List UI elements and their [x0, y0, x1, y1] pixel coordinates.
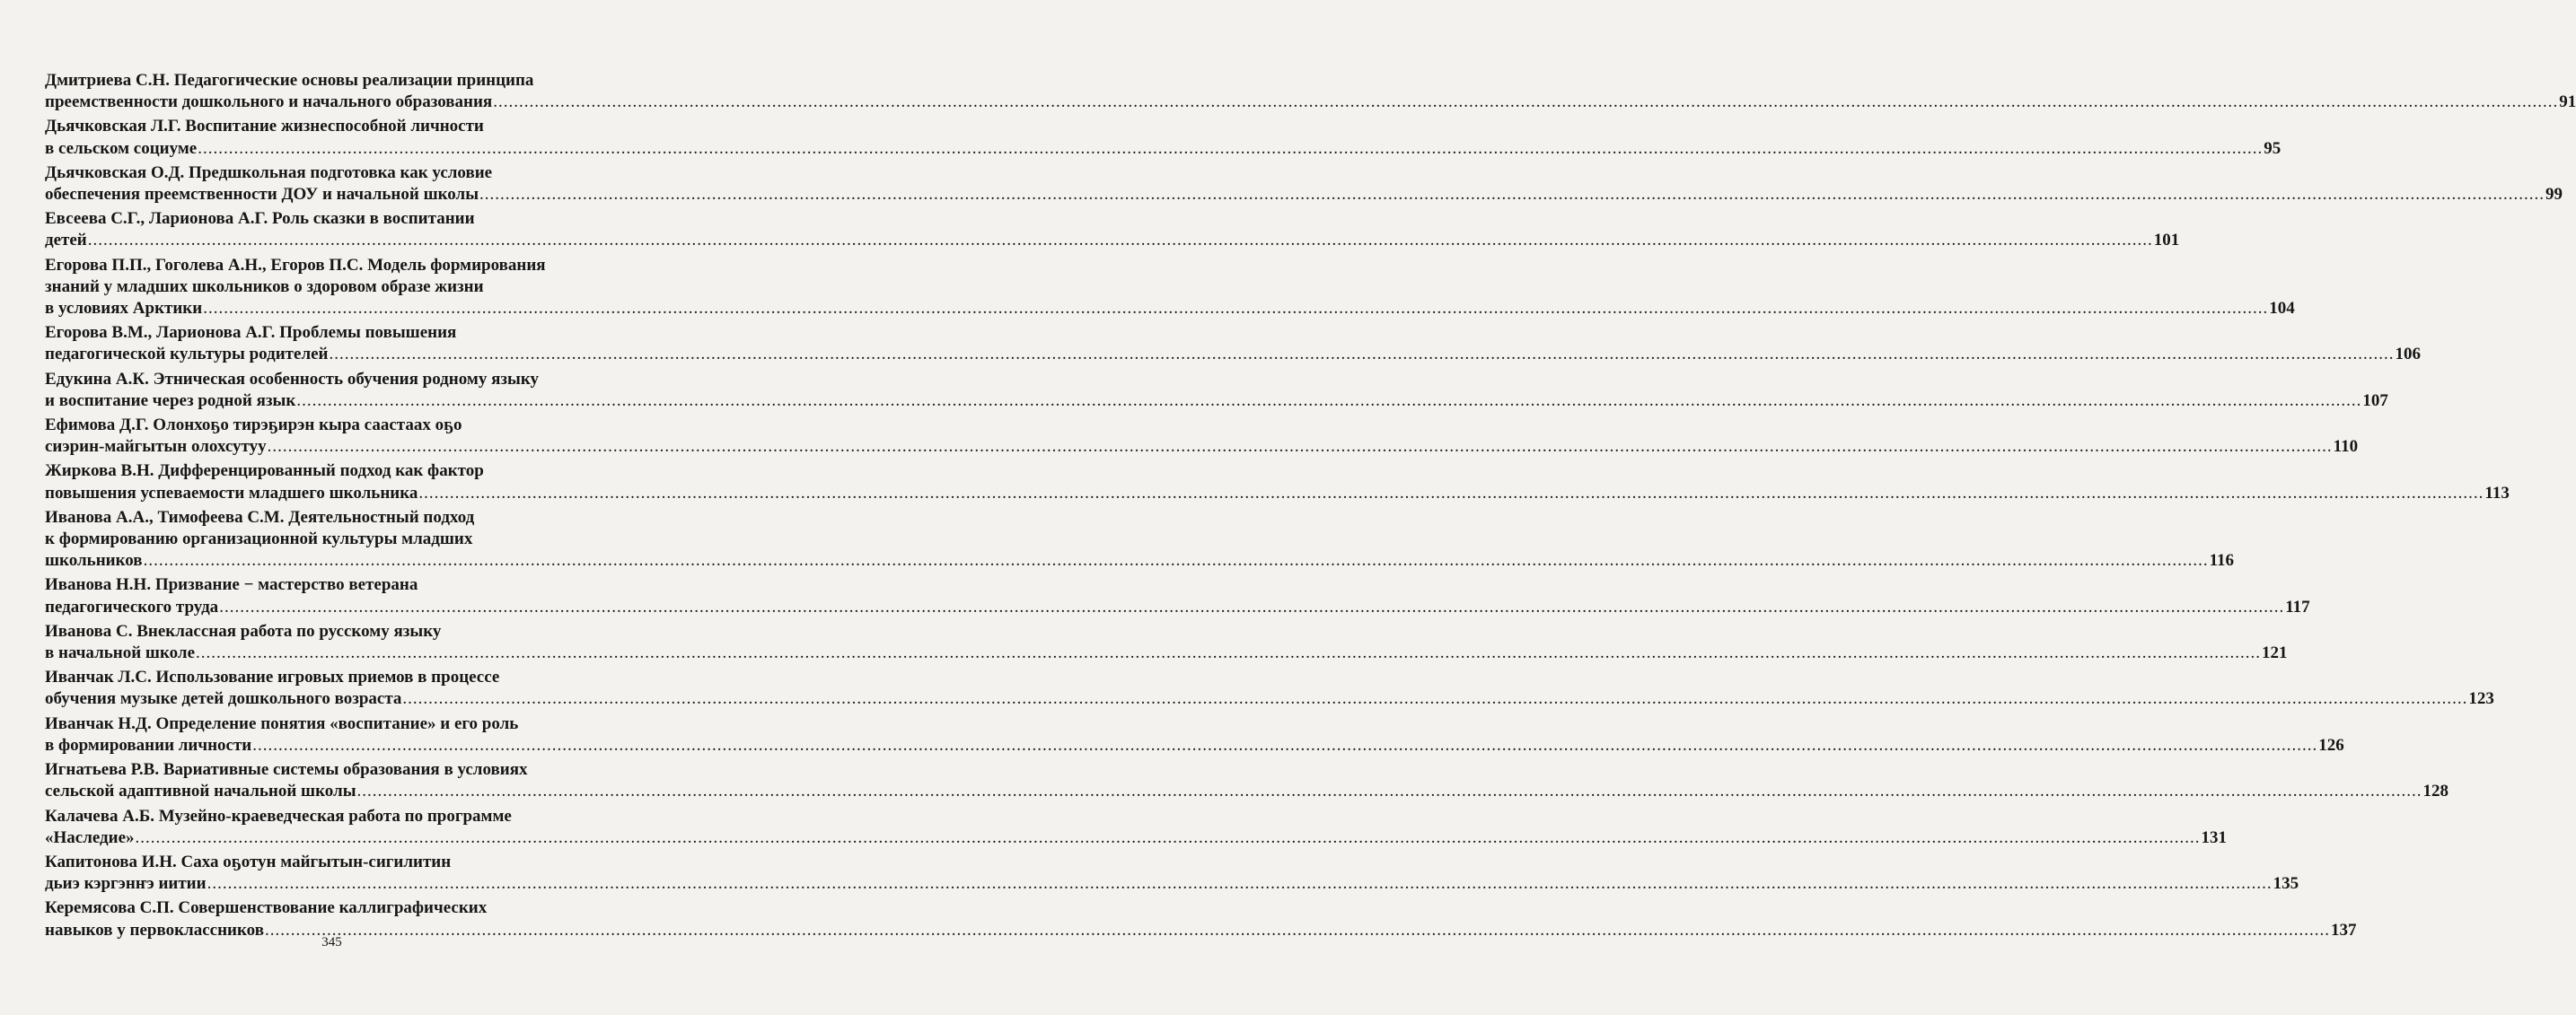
toc-entry-text: детей: [45, 231, 87, 250]
toc-entry-text: в формировании личности: [45, 735, 252, 755]
toc-page-number: 128: [2422, 782, 2449, 801]
toc-entry-line: Иванова А.А., Тимофеева С.М. Деятельностный подход: [45, 507, 475, 527]
toc-entry-line: Ефимова Д.Г. Олонхоҕо тирэҕирэн кыра саастаах оҕо: [45, 416, 462, 435]
toc-entry-last-line: [45, 298, 2295, 319]
toc-entry: [45, 162, 2563, 206]
toc-entry-text: в начальной школе: [45, 643, 196, 663]
toc-page-number: 113: [2484, 483, 2510, 503]
toc-entry-last-line: [45, 138, 2281, 160]
toc-page-number: 101: [2153, 231, 2180, 250]
dot-leader: ................................................................................................................................................................................................................................................................................................................................................................................................................: [252, 735, 2318, 755]
toc-entry: [45, 208, 2180, 251]
toc-entry-text: сельской адаптивной начальной школы: [45, 782, 356, 801]
toc-entry: [45, 116, 2281, 159]
toc-entry-last-line: [45, 92, 2576, 113]
toc-entry-line: Едукина А.К. Этническая особенность обучения родному языку: [45, 369, 539, 389]
toc-entry: [45, 460, 2510, 503]
dot-leader: ................................................................................................................................................................................................................................................................................................................................................................................................................: [198, 138, 2264, 158]
toc-entry: [45, 369, 2388, 412]
toc-page-number: 95: [2264, 138, 2281, 158]
dot-leader: ................................................................................................................................................................................................................................................................................................................................................................................................................: [267, 437, 2333, 457]
toc-entry-last-line: [45, 344, 2421, 365]
toc-page-number: 99: [2545, 185, 2563, 205]
dot-leader: ................................................................................................................................................................................................................................................................................................................................................................................................................: [493, 92, 2559, 112]
toc-entry-line: Иванчак Л.С. Использование игровых приемов в процессе: [45, 668, 500, 687]
toc-page-number: 106: [2395, 345, 2421, 364]
toc-entry-text: педагогического труда: [45, 597, 219, 617]
dot-leader: ................................................................................................................................................................................................................................................................................................................................................................................................................: [207, 874, 2273, 894]
toc-entry-last-line: [45, 230, 2180, 251]
dot-leader: ................................................................................................................................................................................................................................................................................................................................................................................................................: [402, 689, 2468, 709]
toc-entry-text: сиэрин-майгытын олохсутуу: [45, 437, 267, 457]
toc-entry-last-line: [45, 643, 2288, 664]
dot-leader: ................................................................................................................................................................................................................................................................................................................................................................................................................: [296, 390, 2362, 410]
toc-entry-text: «Наследие»: [45, 827, 135, 847]
toc-page-number: 110: [2333, 437, 2359, 457]
toc-entry-last-line: [45, 827, 2228, 849]
table-of-contents: [45, 70, 2576, 944]
toc-entry-last-line: [45, 781, 2449, 802]
toc-entry-line: Дмитриева С.Н. Педагогические основы реализации принципа: [45, 71, 534, 90]
dot-leader: ................................................................................................................................................................................................................................................................................................................................................................................................................: [87, 231, 2153, 250]
toc-entry-last-line: [45, 688, 2494, 710]
toc-entry-line: к формированию организационной культуры младших: [45, 529, 473, 549]
toc-entry-line: Иванова Н.Н. Призвание − мастерство ветерана: [45, 575, 418, 595]
toc-entry: [45, 322, 2421, 365]
toc-entry-line: Дьячковская Л.Г. Воспитание жизнеспособной личности: [45, 117, 484, 136]
dot-leader: ................................................................................................................................................................................................................................................................................................................................................................................................................: [196, 643, 2262, 663]
dot-leader: ................................................................................................................................................................................................................................................................................................................................................................................................................: [264, 920, 2330, 940]
toc-page-number: 126: [2318, 735, 2344, 755]
toc-entry-text: навыков у первоклассников: [45, 920, 264, 940]
toc-entry: [45, 759, 2449, 802]
page-number: 345: [321, 935, 342, 949]
toc-entry-line: Евсеева С.Г., Ларионова А.Г. Роль сказки в воспитании: [45, 209, 475, 229]
toc-page-number: 116: [2209, 551, 2235, 571]
toc-page-number: 123: [2468, 689, 2494, 709]
toc-entry-line: Егорова П.П., Гоголева А.Н., Егоров П.С. Модель формирования: [45, 255, 546, 275]
toc-entry-text: повышения успеваемости младшего школьника: [45, 483, 418, 503]
toc-entry-text: педагогической культуры родителей: [45, 345, 329, 364]
toc-entry-line: Керемясова С.П. Совершенствование каллиграфических: [45, 898, 488, 918]
toc-page-number: 91: [2559, 92, 2576, 112]
dot-leader: ................................................................................................................................................................................................................................................................................................................................................................................................................: [418, 483, 2484, 503]
toc-entry-line: Жиркова В.Н. Дифференцированный подход как фактор: [45, 461, 484, 481]
toc-entry-text: обучения музыке детей дошкольного возраста: [45, 689, 402, 709]
toc-entry: [45, 574, 2310, 617]
toc-entry: [45, 70, 2576, 113]
toc-entry-line: Игнатьева Р.В. Вариативные системы образования в условиях: [45, 760, 528, 780]
toc-entry-text: преемственности дошкольного и начального образования: [45, 92, 493, 112]
dot-leader: ................................................................................................................................................................................................................................................................................................................................................................................................................: [135, 827, 2201, 847]
toc-entry-text: дьиэ кэргэнҥэ иитии: [45, 874, 207, 894]
toc-entry-last-line: [45, 550, 2235, 572]
toc-entry-line: знаний у младших школьников о здоровом образе жизни: [45, 276, 484, 296]
toc-entry-line: Иванчак Н.Д. Определение понятия «воспитание» и его роль: [45, 713, 519, 733]
toc-entry-text: в условиях Арктики: [45, 299, 203, 319]
toc-entry-last-line: [45, 597, 2310, 618]
dot-leader: ................................................................................................................................................................................................................................................................................................................................................................................................................: [203, 299, 2269, 319]
toc-entry: [45, 852, 2299, 895]
toc-entry: [45, 713, 2344, 757]
toc-entry-last-line: [45, 735, 2344, 757]
dot-leader: ................................................................................................................................................................................................................................................................................................................................................................................................................: [356, 782, 2422, 801]
dot-leader: ................................................................................................................................................................................................................................................................................................................................................................................................................: [143, 551, 2209, 571]
toc-entry-last-line: [45, 390, 2388, 412]
toc-entry: [45, 507, 2235, 573]
toc-page-number: 107: [2362, 390, 2388, 410]
toc-entry-text: обеспечения преемственности ДОУ и начальной школы: [45, 185, 479, 205]
toc-entry: [45, 806, 2228, 849]
toc-page-number: 117: [2285, 597, 2310, 617]
dot-leader: ................................................................................................................................................................................................................................................................................................................................................................................................................: [219, 597, 2285, 617]
toc-entry-line: Егорова В.М., Ларионова А.Г. Проблемы повышения: [45, 323, 457, 343]
toc-entry-line: Капитонова И.Н. Саха оҕотун майгытын-сигилитин: [45, 852, 452, 871]
toc-entry-text: и воспитание через родной язык: [45, 390, 296, 410]
toc-entry-last-line: [45, 436, 2359, 458]
toc-page-number: 104: [2269, 299, 2295, 319]
dot-leader: ................................................................................................................................................................................................................................................................................................................................................................................................................: [329, 345, 2395, 364]
toc-entry-last-line: [45, 483, 2510, 504]
toc-entry: [45, 415, 2359, 458]
toc-entry: [45, 621, 2288, 664]
toc-entry-text: школьников: [45, 551, 143, 571]
toc-entry-last-line: [45, 184, 2563, 206]
toc-entry-line: Дьячковская О.Д. Предшкольная подготовка как условие: [45, 162, 493, 182]
toc-page-number: 131: [2201, 827, 2228, 847]
toc-entry-line: Иванова С. Внеклассная работа по русскому языку: [45, 621, 442, 641]
toc-entry: [45, 667, 2494, 710]
toc-entry: [45, 255, 2295, 320]
toc-entry-last-line: [45, 873, 2299, 895]
dot-leader: ................................................................................................................................................................................................................................................................................................................................................................................................................: [479, 185, 2545, 205]
toc-entry-line: Калачева А.Б. Музейно-краеведческая работа по программе: [45, 806, 512, 826]
toc-page-number: 137: [2330, 920, 2357, 940]
toc-entry-text: в сельском социуме: [45, 138, 198, 158]
toc-page-number: 135: [2273, 874, 2299, 894]
toc-page-number: 121: [2262, 643, 2288, 663]
